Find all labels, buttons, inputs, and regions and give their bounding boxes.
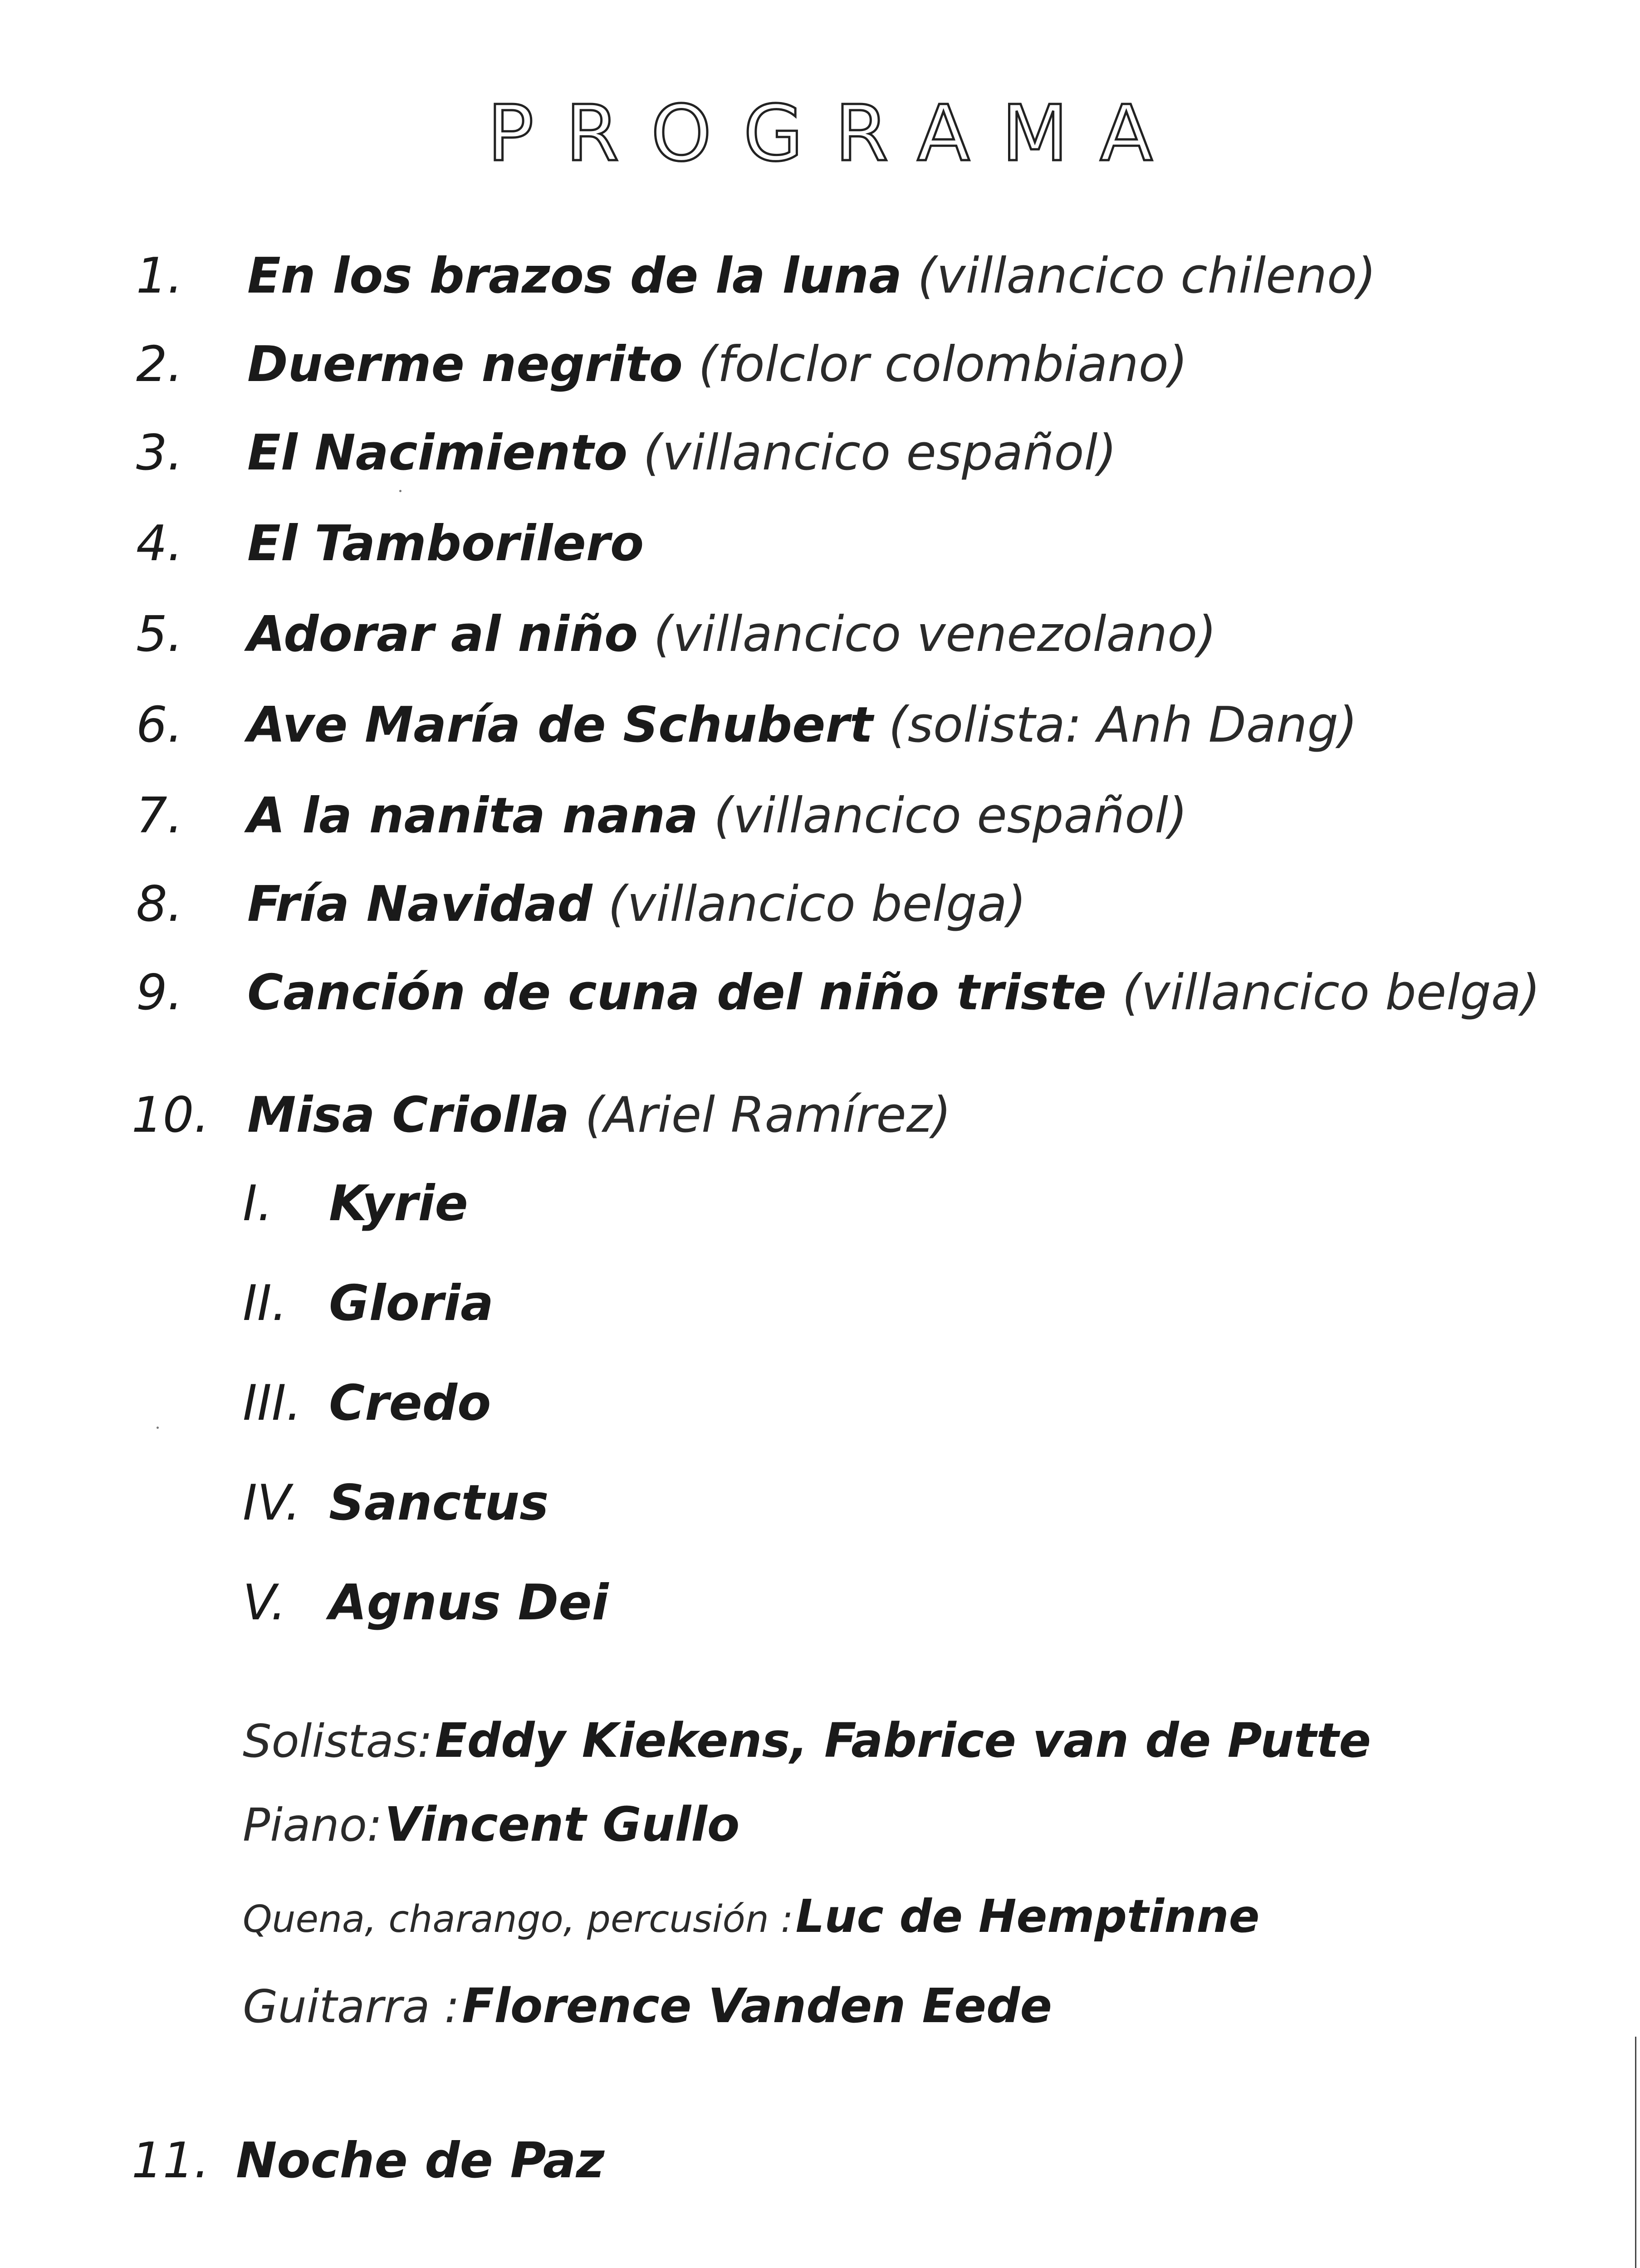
part-number: III.	[243, 1375, 302, 1432]
part-number: IV.	[243, 1475, 301, 1531]
credit-guitar	[243, 1978, 1053, 2033]
item-number: 1.	[136, 248, 183, 304]
scan-speck	[157, 1427, 159, 1429]
item-number: 4.	[136, 515, 183, 572]
credit-percussion	[243, 1890, 1260, 1943]
item-title: Misa Criolla	[247, 1087, 569, 1144]
item-title: Noche de Paz	[236, 2132, 605, 2189]
item-title: En los brazos de la luna	[247, 248, 902, 304]
item-number: 11.	[132, 2132, 210, 2189]
item-number: 6.	[136, 697, 183, 753]
item-title: Ave María de Schubert	[247, 697, 873, 753]
part-number: I.	[243, 1175, 273, 1232]
item-number: 3.	[136, 425, 183, 481]
item-number: 10.	[132, 1087, 210, 1144]
page-title: PROGRAMA	[487, 89, 1185, 179]
item-number: 8.	[136, 876, 183, 933]
credit-role: Guitarra :	[243, 1980, 460, 2033]
part-title: Gloria	[329, 1275, 494, 1332]
credit-name: Luc de Hemptinne	[795, 1890, 1260, 1943]
credit-role: Solistas:	[243, 1715, 433, 1768]
item-title: Duerme negrito	[247, 336, 683, 393]
part-number: V.	[243, 1574, 286, 1631]
credit-role: Quena, charango, percusión :	[243, 1898, 793, 1941]
credit-name: Florence Vanden Eede	[462, 1978, 1053, 2033]
item-note: (Ariel Ramírez)	[585, 1087, 951, 1144]
item-number: 9.	[136, 964, 183, 1021]
credit-name: Vincent Gullo	[384, 1797, 740, 1852]
item-note: (villancico venezolano)	[653, 606, 1217, 663]
credit-role: Piano:	[243, 1799, 382, 1852]
item-title: Canción de cuna del niño triste	[247, 964, 1107, 1021]
part-title: Sanctus	[329, 1475, 549, 1531]
scan-edge-line	[1635, 2037, 1636, 2268]
item-note: (villancico chileno)	[917, 248, 1376, 304]
part-title: Credo	[329, 1375, 491, 1432]
item-note: (villancico belga)	[1122, 964, 1541, 1021]
credit-piano	[243, 1797, 740, 1852]
item-title: A la nanita nana	[247, 787, 698, 844]
item-note: (villancico belga)	[608, 876, 1026, 933]
part-number: II.	[243, 1275, 288, 1332]
item-note: (solista: Anh Dang)	[888, 697, 1358, 753]
credit-soloists	[243, 1713, 1371, 1768]
item-number: 2.	[136, 336, 183, 393]
item-title: El Nacimiento	[247, 425, 628, 481]
part-title: Kyrie	[329, 1175, 468, 1232]
item-number: 5.	[136, 606, 183, 663]
item-number: 7.	[136, 787, 183, 844]
scan-speck	[399, 490, 401, 492]
credit-name: Eddy Kiekens, Fabrice van de Putte	[435, 1713, 1371, 1768]
item-title: Adorar al niño	[247, 606, 638, 663]
item-note: (villancico español)	[643, 425, 1117, 481]
item-note: (villancico español)	[714, 787, 1188, 844]
part-title: Agnus Dei	[329, 1574, 609, 1631]
item-note: (folclor colombiano)	[698, 336, 1188, 393]
item-title: El Tamborilero	[247, 515, 644, 572]
item-title: Fría Navidad	[247, 876, 592, 933]
